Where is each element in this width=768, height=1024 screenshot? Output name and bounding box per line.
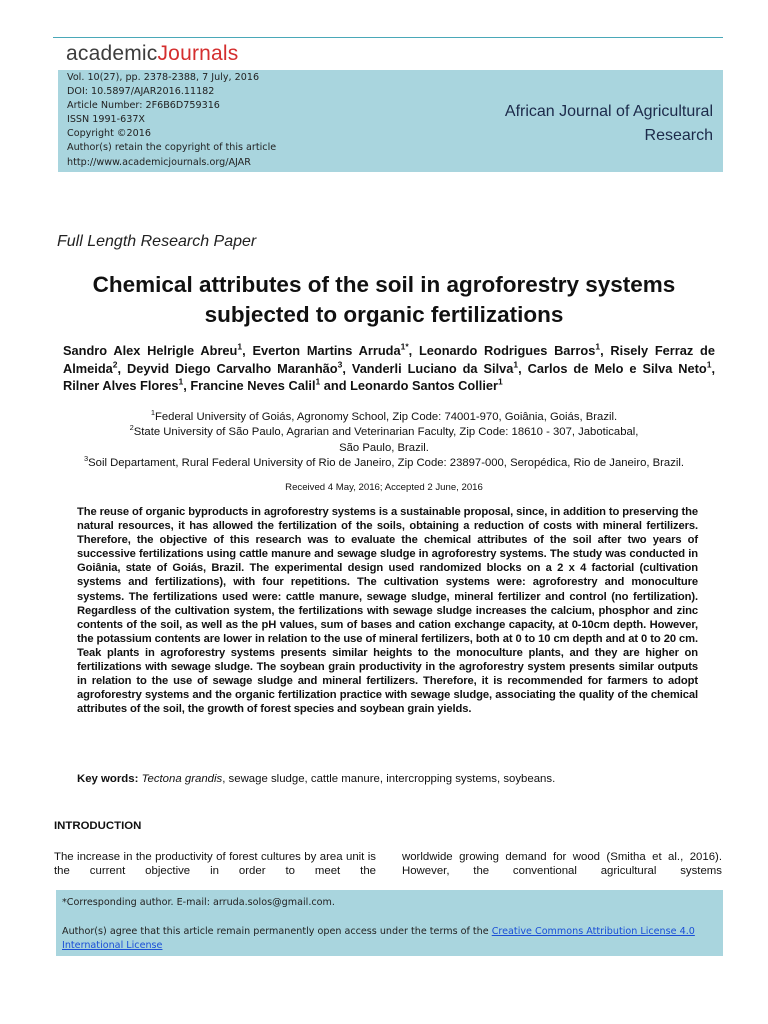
issn-line: ISSN 1991-637X — [67, 114, 145, 126]
copyright-line: Copyright ©2016 — [67, 128, 151, 140]
keywords-rest: , sewage sludge, cattle manure, intercropping systems, soybeans. — [222, 773, 556, 785]
article-info-box — [58, 70, 723, 172]
keywords-italic: Tectona grandis — [141, 773, 223, 785]
author-affiliation-mark: 1 — [178, 376, 184, 387]
author-affiliation-mark: 2 — [112, 359, 118, 370]
affiliation-mark: 3 — [83, 454, 89, 464]
author-list — [63, 342, 715, 395]
affiliation-mark: 2 — [129, 423, 134, 433]
publisher-logo — [66, 42, 238, 66]
journal-url-line: http://www.academicjournals.org/AJAR — [67, 156, 251, 168]
author-separator: , — [342, 360, 352, 376]
author-name: Vanderli Luciano da Silva — [351, 360, 514, 376]
author-name: Leonardo Santos Collier — [350, 378, 499, 393]
author-affiliation-mark: 1* — [400, 341, 409, 352]
author-separator: , — [408, 343, 419, 358]
received-dates: Received 4 May, 2016; Accepted 2 June, 2016 — [285, 482, 483, 493]
section-heading-introduction: INTRODUCTION — [54, 820, 142, 832]
author-name: Carlos de Melo e Silva Neto — [527, 360, 707, 376]
paper-title: Chemical attributes of the soil in agroforestry systems subjected to organic fertilizations — [92, 272, 676, 327]
volume-line: Vol. 10(27), pp. 2378-2388, 7 July, 2016 — [67, 72, 260, 83]
intro-text-right-column: worldwide growing demand for wood (Smitha et al., 2016). However, the conventional agricultural systems — [402, 851, 722, 877]
license-link[interactable]: Creative Commons Attribution License 4.0 International License — [62, 926, 695, 951]
author-affiliation-mark: 1 — [315, 376, 321, 387]
paper-type: Full Length Research Paper — [57, 233, 257, 250]
footer-box — [56, 890, 723, 956]
author-separator: , — [600, 343, 611, 358]
affiliation-mark: 1 — [150, 408, 155, 418]
corresponding-author: *Corresponding author. E-mail: arruda.solos@gmail.com. — [62, 897, 335, 908]
keywords — [77, 773, 717, 785]
author-name: Francine Neves Calil — [190, 378, 316, 393]
author-affiliation-mark: 1 — [513, 359, 519, 370]
affiliation-text: State University of São Paulo, Agrarian and Veterinarian Faculty, Zip Code: 18610 - 307, Jaboticabal, — [133, 426, 639, 439]
author-affiliation-mark: 1 — [498, 376, 503, 387]
affiliation-text: São Paulo, Brazil. — [339, 441, 429, 454]
article-number-line: Article Number: 2F6B6D759316 — [67, 100, 220, 112]
author-name: Everton Martins Arruda — [252, 343, 401, 358]
author-separator: , — [242, 343, 253, 358]
copyright-notice-line: Author(s) retain the copyright of this article — [67, 142, 277, 154]
doi-line: DOI: 10.5897/AJAR2016.11182 — [67, 86, 215, 98]
affiliation-line — [30, 425, 738, 440]
author-affiliation-mark: 3 — [337, 359, 343, 370]
keywords-label: Key words: — [77, 773, 139, 785]
author-separator: , — [117, 360, 128, 376]
license-text: Author(s) agree that this article remain permanently open access under the terms of the — [62, 926, 492, 937]
header-rule — [53, 37, 723, 38]
author-affiliation-mark: 1 — [706, 359, 712, 370]
author-name: Rilner Alves Flores — [63, 378, 179, 393]
abstract: The reuse of organic byproducts in agroforestry systems is a sustainable proposal, since, in addition to preserving the natural resources, it has allowed the fertilization of the soils, obtaining a reduction of costs with mineral fertilizers. Therefore, the objective of this research was to evaluate the chemical attributes of the soil after two years of successive fertilizations using cattle manure and sewage sludge in agroforestry systems. The study was conducted in Goiânia, state of Goiás, Brazil. The experimental design used randomized blocks on a 2 x 4 factorial (cultivation systems and fertilizations), with four repetitions. The cultivation systems were: agroforestry and monoculture systems. The fertilizations used were: cattle manure, sewage sludge, mineral fertilizer and control (no fertilization). Regardless of the cultivation system, the fertilizations with sewage sludge increases the calcium, phosphor and zinc contents of the soil, as well as the pH values, sum of bases and cation exchange capacity, at 0-10cm depth. However, the potassium contents are lower in relation to the use of mineral fertilizers, both at 0 to 10 cm depth and at 0 to 20 cm. Teak plants in agroforestry systems presents similar heights to the monoculture plants, and they are higher on fertilizations with sewage sludge. The soybean grain productivity in the agroforestry system presents similar outputs in relation to the use of sewage sludge and mineral fertilizers. Therefore, it is recommended for farmers to adopt agroforestry systems and the organic fertilization practice with sewage sludge, associating the quality of the chemical attributes of the soil, the growth of forest species and soybean grain yields. — [77, 506, 698, 716]
affiliation-text: Federal University of Goiás, Agronomy School, Zip Code: 74001-970, Goiânia, Goiás, Brazil. — [155, 411, 618, 423]
journal-name: African Journal of Agricultural Research — [504, 103, 713, 144]
author-separator: , — [518, 360, 528, 376]
author-name: Sandro Alex Helrigle Abreu — [63, 343, 238, 358]
affiliations — [30, 410, 738, 472]
author-separator: , — [183, 378, 191, 393]
author-affiliation-mark: 1 — [595, 341, 601, 352]
affiliation-line — [30, 441, 738, 456]
author-name: Leonardo Rodrigues Barros — [418, 343, 596, 358]
author-name: Deyvid Diego Carvalho Maranhão — [127, 360, 338, 376]
license-notice — [62, 925, 714, 953]
article-info-lines — [67, 71, 276, 170]
logo-text-journals: Journals — [157, 42, 239, 65]
author-separator: and — [320, 378, 351, 393]
affiliation-text: Soil Departament, Rural Federal University of Rio de Janeiro, Zip Code: 23897-000, Seropédica, Rio de Janeiro, Brazil. — [88, 457, 685, 470]
author-name: Risely Ferraz de Almeida — [63, 343, 715, 376]
author-affiliation-mark: 1 — [237, 341, 243, 352]
logo-text-academic: academic — [66, 42, 158, 65]
intro-text-left-column: The increase in the productivity of forest cultures by area unit is the current objective in order to meet the — [54, 851, 376, 877]
affiliation-line — [30, 456, 738, 471]
author-separator: , — [711, 360, 716, 376]
affiliation-line — [30, 410, 738, 425]
